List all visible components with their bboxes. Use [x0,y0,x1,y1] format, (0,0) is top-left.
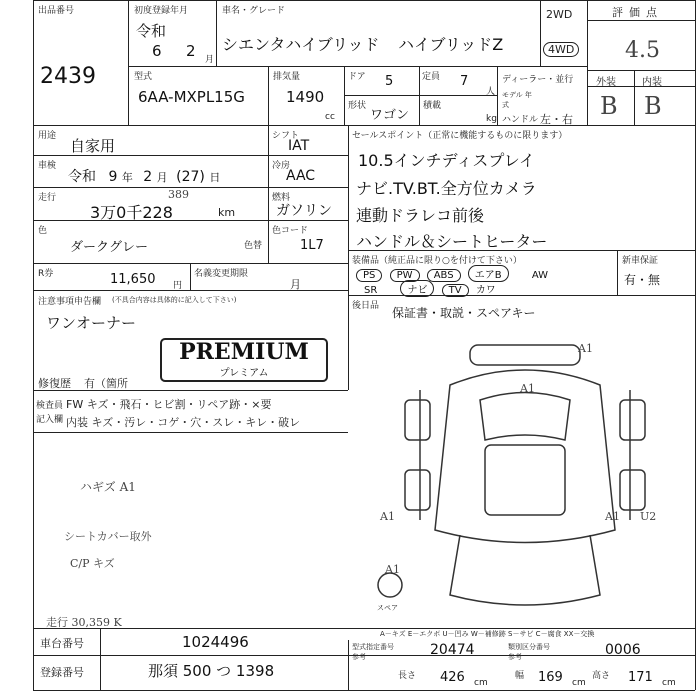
inspection-label: 車検 [38,161,57,171]
vr-extint [634,70,635,125]
after-goods-label: 後日品 [352,301,380,311]
equipment-row-2 [364,280,496,297]
lot-label: 出品番号 [38,6,75,16]
hr-ext-top [587,70,695,71]
mileage-unit: km [218,206,236,219]
dmg-a1-front: A1 [578,342,593,355]
shape-label: 形状 [348,101,367,111]
repair-value: 有（箇所 [84,377,128,390]
equip-abs: ABS [427,269,461,282]
model: 6AA-MXPL15G [138,88,245,106]
capacity-label: 定員 [422,72,441,82]
new-car-warranty-label: 新車保証 [622,256,659,266]
premium-text: PREMIUM [179,339,309,365]
equipment-label: 装備品（純正品に限り○を付けて下さい） [352,256,522,266]
hr-spec [33,125,695,126]
spare-label: スペア [377,604,398,612]
vr-reg [216,0,217,66]
hr-inspector [33,390,348,391]
equip-airbag: エアB [468,265,509,282]
drive-2wd: 2WD [546,8,573,21]
capacity-unit: 人 [486,87,496,97]
frame-left [33,0,34,690]
shift: IAT [288,138,310,154]
insp-day-unit: 日 [209,171,221,184]
chassis-label: 車台番号 [40,637,84,650]
mileage-label: 走行 [38,193,57,203]
shift-label: シフト [272,131,300,141]
hand-note-1: ハギズ A1 [80,480,136,494]
hr-inspector-end [33,432,348,433]
recycle-unit: 円 [173,281,183,291]
ref-label: 型式指定番号 参考 [352,643,394,661]
repair-label: 修復歴 [38,377,71,390]
vr-dealer [497,66,498,126]
recycle-label: R券 [38,269,54,279]
hr-model [128,66,587,67]
cc-unit: cc [325,112,335,122]
after-goods: 保証書・取説・スペアキー [392,306,536,320]
doors: 5 [385,74,394,89]
notes-sub: (不具合内容は具体的に記入して下さい) [112,296,237,304]
reg-month-unit: 月 [205,55,215,65]
interior-grade: B [644,92,662,120]
dmg-a1-spare: A1 [385,563,400,576]
height-unit: cm [662,678,676,688]
ac: AAC [286,168,316,184]
reg-era: 令和 [136,22,167,40]
damage-legend: A－キズ E－エクボ U－凹み W－補修跡 S－サビ C－腐食 XX－交換 [380,630,595,638]
dmg-u2-right: U2 [640,510,657,523]
color-label: 色 [38,226,48,236]
plate-number: 那須 500 つ 1398 [148,662,275,680]
mileage-note: 389 [168,188,189,201]
vr-footer [100,628,101,690]
use: 自家用 [70,137,116,155]
class-number: 0006 [605,642,641,658]
insp-month-unit: 月 [156,171,168,184]
width-label: 幅 [515,671,525,681]
length: 426 [440,670,465,685]
reg-label: 初度登録年月 [134,6,189,16]
dmg-a1-hood: A1 [520,382,535,395]
inspector-label-2: 記入欄 [36,415,64,425]
width: 169 [538,670,563,685]
hr-color [33,220,348,221]
insp-day: 27 [181,169,200,185]
car-name: シエンタハイブリッド [222,35,380,54]
vr-drive [540,0,541,66]
hr-shape [344,95,497,96]
hand-note-4: 走行 30,359 K [46,616,122,629]
insp-year-unit: 年 [121,171,133,184]
frame-right [695,0,696,690]
interior-label: 内装 [642,77,662,88]
frame-bottom [33,690,695,691]
handle-value: 左・右 [540,113,573,126]
diagram-spare-tire [378,573,402,597]
score-label: 評価点 [612,6,663,19]
inspector-row-1: FW キズ・飛石・ヒビ割・リペア跡・×要 [66,398,272,411]
height: 171 [628,670,653,685]
plate-label: 登録番号 [40,666,84,679]
notes-text: ワンオーナー [46,314,137,332]
fuel-label: 燃料 [272,193,291,203]
vr-warranty [617,250,618,295]
diagram-left-rear-door [405,470,430,510]
diagram-roof [485,445,565,515]
cc: 1490 [286,88,325,106]
vr-footer2 [348,640,349,690]
sales-line-1: 10.5インチディスプレイ [358,151,535,170]
premium-kana: プレミアム [219,368,269,379]
diagram-left-front-door [405,400,430,440]
class-label: 類別区分番号 参考 [508,643,550,661]
chassis-number: 1024496 [182,633,249,651]
tax-label: 名義変更期限 [194,269,249,279]
exterior-label: 外装 [596,77,616,88]
tax-unit: 月 [290,278,301,291]
inspector-row-2: 内装 キズ・汚レ・コゲ・穴・スレ・キレ・破レ [66,416,301,429]
inspection-date: 令和 9 年 2 月 (27) 日 [68,169,221,185]
warranty-value: 有・無 [624,273,661,287]
diagram-right-front-door [620,400,645,440]
sales-line-3: 連動ドラレコ前後 [356,206,485,225]
vr-door [344,66,345,126]
ref-number: 20474 [430,642,475,658]
equip-tv: TV [442,284,469,297]
diagram-windshield [480,393,570,441]
lot-number: 2439 [40,64,96,89]
use-label: 用途 [38,131,57,141]
diagram-rear [450,535,600,605]
model-year-label: モデル 年式 [502,91,532,109]
color-code-label: 色コード [272,226,309,236]
recycle: 11,650 [110,272,156,287]
reg-year: 6 [152,42,162,60]
dealer-label: ディーラー・並行 [502,75,574,85]
hr-mile [33,187,348,188]
cc-label: 排気量 [273,72,301,82]
len-label: 長さ [398,671,417,681]
ac-label: 冷房 [272,161,291,171]
shape: ワゴン [370,108,410,123]
car-label: 車名・グレード [222,6,286,16]
color-code: 1L7 [300,238,324,253]
mileage: 3万0千228 [90,203,173,222]
score: 4.5 [625,38,660,63]
vr-mid [348,125,349,390]
load-label: 積載 [423,101,442,111]
capacity: 7 [460,74,469,89]
equip-ps: PS [356,269,382,282]
sales-label: セールスポイント（正常に機能するものに限ります） [352,131,568,141]
diagram-right-rear-door [620,470,645,510]
insp-year: 9 [108,169,118,185]
equip-pw: PW [390,269,420,282]
color-swap-label: 色替 [244,241,263,251]
vr-rcp [190,263,191,290]
vr-cc [268,66,269,126]
diagram-body-outline [435,370,615,543]
sales-line-2: ナビ.TV.BT.全方位カメラ [356,179,537,198]
frame-top [33,0,695,1]
vr-lot [128,0,129,125]
grade: ハイブリッドZ [398,35,504,54]
hr-score [587,20,695,21]
equip-sr: SR [364,285,378,296]
premium-stamp [160,338,328,382]
diagram-side-lines [420,390,630,520]
color: ダークグレー [70,240,149,255]
exterior-grade: B [600,92,618,120]
equip-aw: AW [531,270,548,281]
hand-note-2: シートカバー取外 [64,530,152,543]
model-label: 型式 [134,72,153,82]
dmg-a1-right: A1 [605,510,620,523]
reg-month: 2 [186,42,196,60]
height-label: 高さ [592,671,611,681]
handle-label: ハンドル [502,115,539,125]
vr-cap [419,66,420,126]
width-unit: cm [572,678,586,688]
len-unit: cm [474,678,488,688]
load-unit: kg [486,114,497,124]
drive-4wd: 4WD [543,42,579,57]
notes-label: 注意事項申告欄 [38,297,102,307]
car-damage-diagram [360,330,690,630]
hand-note-3: C/P キズ [70,557,115,570]
vr-shift [268,125,269,263]
vr-score [587,0,588,125]
sales-line-4: ハンドル＆シートヒーター [356,232,548,251]
door-label: ドア [348,72,366,82]
fuel: ガソリン [276,203,332,219]
equip-navi: ナビ [400,280,434,297]
diagram-front-bumper [470,345,580,365]
inspector-label-1: 検査員 [36,401,64,411]
insp-month: 2 [143,169,153,185]
equip-leather: カワ [475,285,496,296]
dmg-a1-left: A1 [380,510,395,523]
insp-era: 令和 [68,169,96,185]
